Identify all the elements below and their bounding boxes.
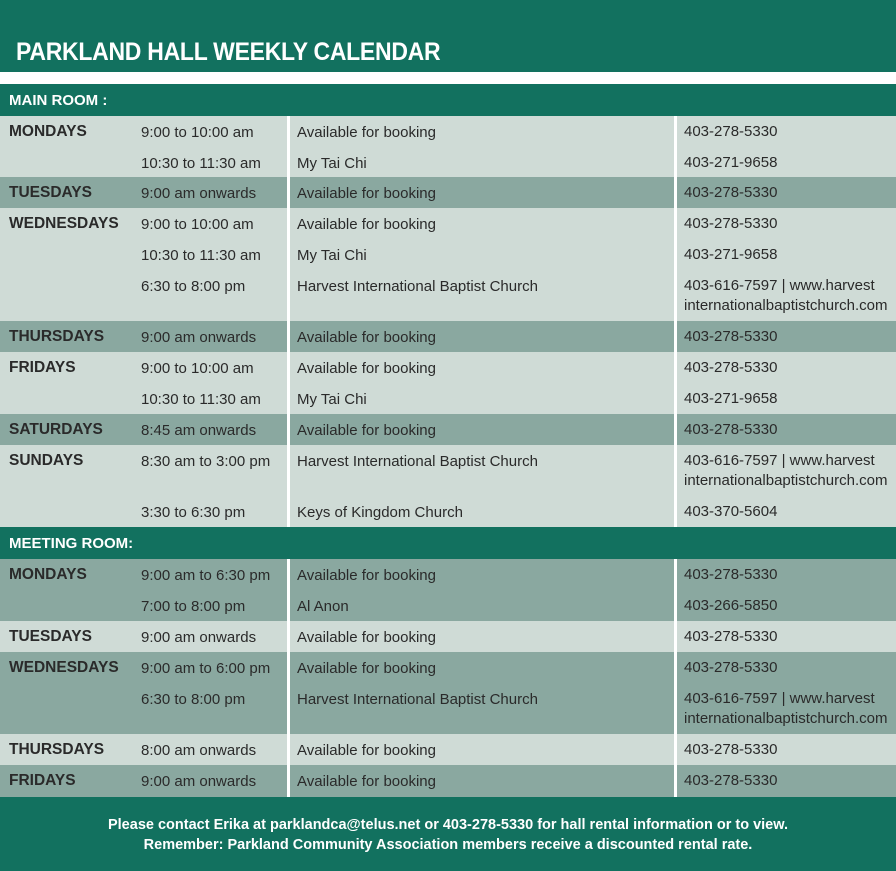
event-cell: Available for booking [297,567,436,584]
contact-cell: 403-278-5330 [684,421,778,438]
time-cell: 10:30 to 11:30 am [141,155,261,172]
event-cell: Keys of Kingdom Church [297,504,463,521]
time-cell: 8:00 am onwards [141,742,257,759]
schedule-group-mondays [0,559,896,621]
column-divider [674,621,677,652]
section-label: MEETING ROOM: [9,535,134,552]
section-header-meeting-room [0,527,896,559]
contact-cell: 403-278-5330 [684,184,778,201]
time-cell: 9:00 am onwards [141,773,257,790]
column-divider [674,208,677,321]
event-cell: Available for booking [297,329,436,346]
title-bar [0,0,896,72]
column-divider [287,321,290,352]
time-cell: 6:30 to 8:00 pm [141,691,246,708]
contact-cell: 403-278-5330 [684,359,778,376]
time-cell: 9:00 am onwards [141,185,257,202]
column-divider [674,765,677,797]
contact-cell: 403-278-5330 [684,659,778,676]
time-cell: 9:00 am to 6:30 pm [141,567,271,584]
day-label: FRIDAYS [9,772,76,789]
contact-cell: 403-278-5330 [684,215,778,232]
contact-cell: 403-370-5604 [684,503,778,520]
footer-member-line: Remember: Parkland Community Association members receive a discounted rental rate. [143,837,753,853]
contact-cell: 403-616-7597 | www.harvest internationalbaptistchurch.com [684,690,888,727]
contact-cell: 403-266-5850 [684,597,778,614]
day-label: THURSDAYS [9,328,105,345]
time-cell: 9:00 to 10:00 am [141,124,254,141]
schedule-group-saturdays [0,414,896,445]
column-divider [674,559,677,621]
day-label: TUESDAYS [9,628,92,645]
footer-contact-line: Please contact Erika at parklandca@telus.net or 403-278-5330 for hall rental information or to view. [107,817,789,833]
event-cell: Available for booking [297,773,436,790]
column-divider [287,734,290,765]
event-cell: Available for booking [297,216,436,233]
day-label: WEDNESDAYS [9,215,119,232]
contact-cell: 403-278-5330 [684,628,778,645]
time-cell: 10:30 to 11:30 am [141,391,261,408]
column-divider [287,208,290,321]
time-cell: 9:00 am to 6:00 pm [141,660,271,677]
footer-notice [0,797,896,871]
contact-cell: 403-278-5330 [684,772,778,789]
column-divider [674,177,677,208]
event-cell: Harvest International Baptist Church [297,278,538,295]
schedule-group-tuesdays [0,621,896,652]
contact-cell: 403-616-7597 | www.harvest internationalbaptistchurch.com [684,452,888,489]
column-divider [674,652,677,734]
time-cell: 9:00 am onwards [141,629,257,646]
contact-cell: 403-616-7597 | www.harvest internationalbaptistchurch.com [684,277,888,314]
contact-cell: 403-271-9658 [684,246,778,263]
contact-cell: 403-278-5330 [684,566,778,583]
day-label: TUESDAYS [9,184,92,201]
schedule-group-wednesdays [0,208,896,321]
column-divider [287,177,290,208]
day-label: MONDAYS [9,566,87,583]
section-label: MAIN ROOM : [9,92,108,109]
event-cell: Available for booking [297,660,436,677]
time-cell: 10:30 to 11:30 am [141,247,261,264]
day-label: THURSDAYS [9,741,105,758]
contact-cell: 403-271-9658 [684,154,778,171]
time-cell: 9:00 to 10:00 am [141,360,254,377]
contact-cell: 403-278-5330 [684,328,778,345]
day-label: FRIDAYS [9,359,76,376]
event-cell: Available for booking [297,360,436,377]
time-cell: 7:00 to 8:00 pm [141,598,246,615]
event-cell: Available for booking [297,742,436,759]
column-divider [287,116,290,177]
schedule-group-thursdays [0,734,896,765]
contact-cell: 403-278-5330 [684,741,778,758]
page-title: PARKLAND HALL WEEKLY CALENDAR [16,38,441,66]
event-cell: Available for booking [297,124,436,141]
schedule-group-fridays [0,352,896,414]
schedule-group-sundays [0,445,896,527]
column-divider [287,559,290,621]
column-divider [674,321,677,352]
day-label: MONDAYS [9,123,87,140]
event-cell: My Tai Chi [297,155,367,172]
schedule-group-thursdays [0,321,896,352]
contact-cell: 403-278-5330 [684,123,778,140]
time-cell: 9:00 to 10:00 am [141,216,254,233]
column-divider [287,652,290,734]
schedule-group-tuesdays [0,177,896,208]
section-header-main-room [0,84,896,116]
event-cell: Harvest International Baptist Church [297,691,538,708]
event-cell: My Tai Chi [297,247,367,264]
column-divider [287,765,290,797]
column-divider [287,621,290,652]
day-label: SATURDAYS [9,421,103,438]
divider [0,72,896,83]
event-cell: Available for booking [297,185,436,202]
event-cell: Harvest International Baptist Church [297,453,538,470]
event-cell: Al Anon [297,598,349,615]
column-divider [287,414,290,445]
column-divider [674,116,677,177]
event-cell: My Tai Chi [297,391,367,408]
time-cell: 9:00 am onwards [141,329,257,346]
column-divider [287,352,290,414]
day-label: WEDNESDAYS [9,659,119,676]
time-cell: 3:30 to 6:30 pm [141,504,246,521]
column-divider [287,445,290,527]
event-cell: Available for booking [297,629,436,646]
time-cell: 6:30 to 8:00 pm [141,278,246,295]
schedule-group-fridays [0,765,896,797]
time-cell: 8:45 am onwards [141,422,257,439]
column-divider [674,352,677,414]
column-divider [674,445,677,527]
time-cell: 8:30 am to 3:00 pm [141,453,271,470]
contact-cell: 403-271-9658 [684,390,778,407]
column-divider [674,414,677,445]
schedule-group-wednesdays [0,652,896,734]
event-cell: Available for booking [297,422,436,439]
day-label: SUNDAYS [9,452,84,469]
column-divider [674,734,677,765]
schedule-group-mondays [0,116,896,177]
